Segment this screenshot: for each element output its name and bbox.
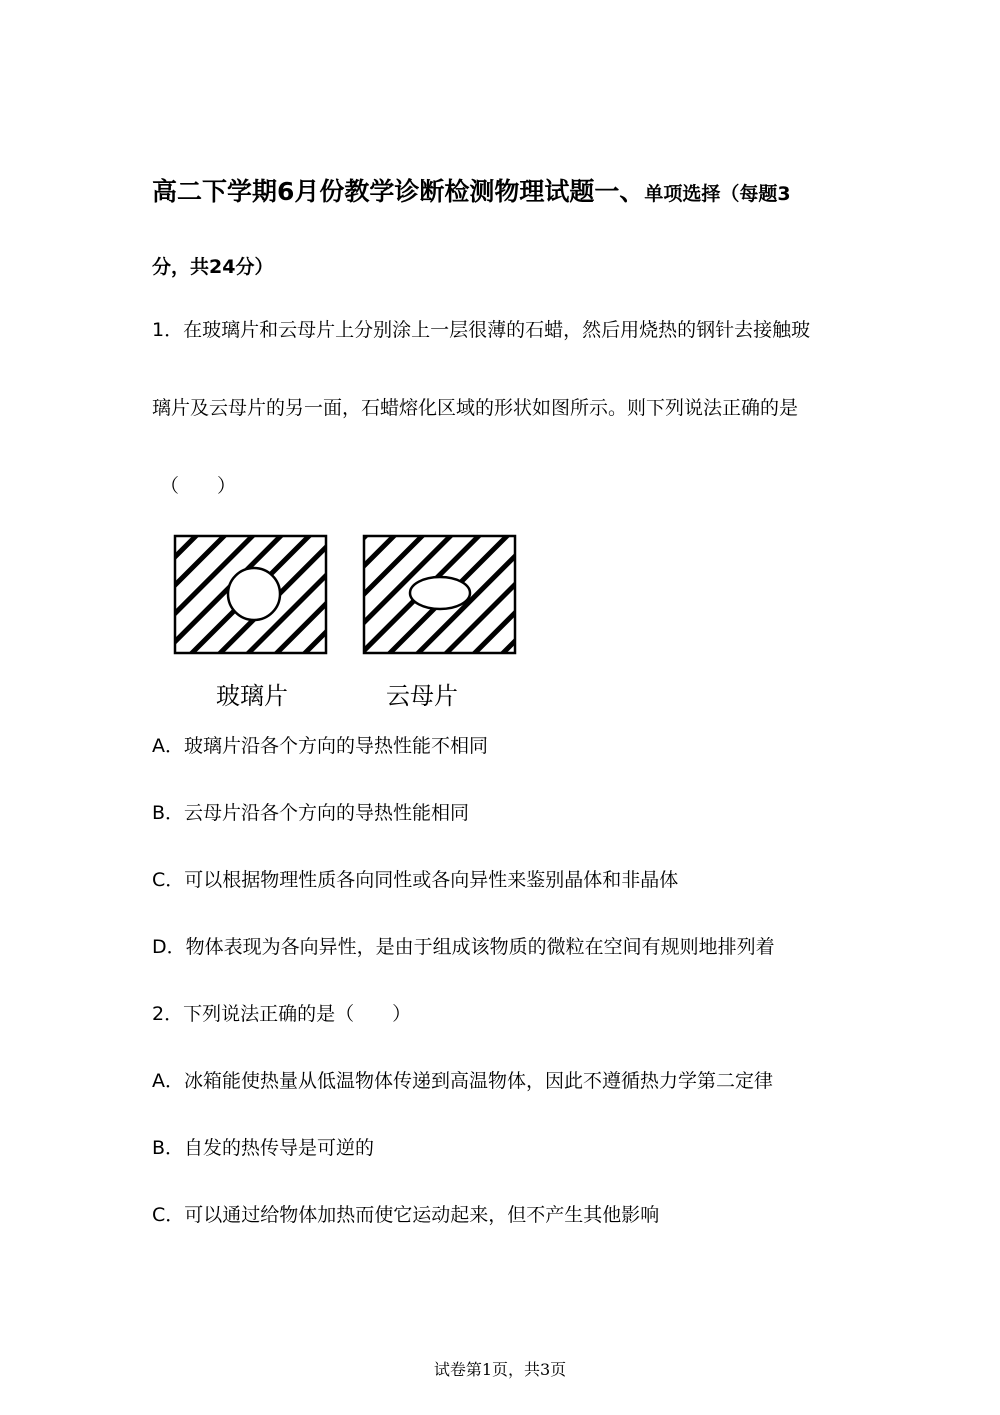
q1-option-c: C．可以根据物理性质各向同性或各向异性来鉴别晶体和非晶体	[152, 869, 679, 891]
q1-stem-line1: 1．在玻璃片和云母片上分别涂上一层很薄的石蜡，然后用烧热的钢针去接触玻	[152, 319, 811, 341]
q2-stem: 2．下列说法正确的是（ ）	[152, 1003, 412, 1025]
section-heading-cont: 分，共24分）	[152, 256, 274, 278]
q2-option-b: B．自发的热传导是可逆的	[152, 1137, 375, 1159]
glass-plate-label: 玻璃片	[216, 682, 288, 710]
q1-answer-blank: （ ）	[160, 475, 237, 497]
exam-title	[152, 172, 791, 208]
q1-option-d: D．物体表现为各向异性，是由于组成该物质的微粒在空间有规则地排列着	[152, 936, 775, 958]
q1-option-a: A．玻璃片沿各个方向的导热性能不相同	[152, 735, 488, 757]
glass-plate-diagram	[175, 536, 326, 653]
mica-plate-label: 云母片	[386, 682, 458, 710]
q1-option-b: B．云母片沿各个方向的导热性能相同	[152, 802, 470, 824]
q1-stem-line2: 璃片及云母片的另一面，石蜡熔化区域的形状如图所示。则下列说法正确的是	[152, 397, 799, 419]
q2-option-a: A．冰箱能使热量从低温物体传递到高温物体，因此不遵循热力学第二定律	[152, 1070, 773, 1092]
circular-melt-region	[228, 568, 280, 620]
q2-option-c: C．可以通过给物体加热而使它运动起来，但不产生其他影响	[152, 1204, 660, 1226]
elliptical-melt-region	[410, 577, 470, 609]
mica-plate-diagram	[364, 536, 515, 653]
title-main: 高二下学期6月份教学诊断检测物理试题一、	[152, 177, 645, 206]
page-footer: 试卷第1页，共3页	[433, 1360, 567, 1379]
section-heading: 单项选择（每题3	[644, 183, 791, 205]
